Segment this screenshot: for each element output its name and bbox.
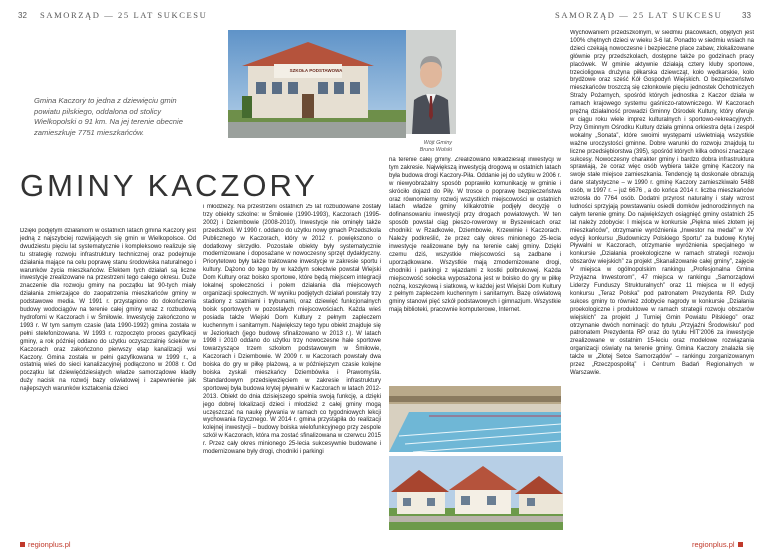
left-page-number: 32 (18, 11, 27, 20)
right-running-title: SAMORZĄD — 25 LAT SUKCESU (555, 10, 723, 20)
swimming-pool-image (389, 386, 561, 452)
building-sign: SZKOŁA PODSTAWOWA (289, 68, 343, 73)
school-building-image (228, 30, 406, 138)
text-column-3: na terenie całej gminy. Zrealizowano kilkadziesiąt inwestycji w tym zakresie. Największą inwestycją drogową w ostatnich latach była budowa drogi Kaczory-Piła. Oddanie jej do użytku w 2006 r. w niewyobrażalny sposób poprawiło komunikację w gminie i skróciło dojazd do Piły. W trosce o poprawę bezpieczeństwa oraz równomierny rozwój wszystkich miejscowości w ostatnich latach władze gminy kilkakrotnie podjęły decyzję o dofinansowaniu inwestycji przy drogach powiatowych. W ten sposób powstał ciąg pieszo-rowerowy w Byszewicach oraz chodniki: w Rzadkowie, Dziembowie, Krzewinie i Kaczorach. Należy podkreślić, że przez cały okres minionego 25-lecia inwestycje realizowane były na terenie całej gminy. Dzięki czemu dziś, wszystkie miejscowości są zadbane i uporządkowane. Wszystkie mają zmodernizowane drogi, chodniki i parkingi z wjazdami z kostki polbrukowej. Każda miejscowość sołecka wyposażona jest w boisko do gry w piłkę nożną, koszykową i siatkową, w każdej jest Wiejski Dom Kultury z pełnym zapleczem kuchennym i sanitarnym. Bazę oświatową gminy stanowi pięć szkół podstawowych i gimnazjum. Wszystkie mają biblioteki, pracownie komputerowe, Internet. (389, 157, 561, 314)
photo-caption-name: Bruno Wolski (419, 146, 452, 153)
left-running-title: SAMORZĄD — 25 LAT SUKCESU (40, 10, 208, 20)
footer-square-icon (738, 542, 743, 547)
text-column-4: Wychowaniem przedszkolnym, w siedmiu placówkach, objętych jest 100% chętnych dzieci w wieku 3-6 lat. Ponadto w siedmiu wsiach na dzieci czekają nowoczesne i bezpieczne place zabaw, zlokalizowane głównie przy przedszkolach, dostępne także po godzinach pracy placówek. W gminie aktywnie działają cztery kluby sportowe, trzecioligowa drużyna piłkarska dziewcząt, koło wędkarskie, koło brydżowe oraz sześć Kół Gospodyń Wiejskich. O bezpieczeństwo mieszkańców troszczą się członkowie pięciu jednostek Ochotniczych Straży Pożarnych, spośród których jednostka z Kaczor działa w ramach krajowego systemu gaśniczo-ratowniczego. W Kaczorach prężną działalność prowadzi Gminny Ośrodek Kultury, który oferuje w ciągu roku wiele imprez kulturalnych i sportowo-rekreacyjnych. Przy Gminnym Ośrodku Kultury działa gminna orkiestra dęta i zespół wokalny „Sonata”, które swoimi występami uświetniają wszystkie ważne uroczystości gminne. Dobre warunki do rozwoju znajdują tu liczne przedsiębiorstwa (395), spośród których kilka odnosi znaczące sukcesy. Nowoczesny charakter gminy i bardzo dobra infrastruktura sprawiają, że coraz więc osób wybiera także gminę Kaczory na swoje stałe miejsce zamieszkania. Tendencję tą doskonale obrazują dane statystyczne – w 1990 r. gminę Kaczory zamieszkiwało 5488 osób, w 1997 r. – już 6676 , a do końca 2014 r. liczba mieszkańców wzrosła do 7764 osób. Dodatni przyrost naturalny i stały wzrost ludności sprzyjają powstawaniu osiedli domków jednorodzinnych na całym terenie gminy. Do najwiękśzych osiągnięć gminy ostatnich 25 lat należy zdobycie: I miejsca w konkursie „Piękna wieś złotem jej mieszkańców”, otrzymanie wyróżnienia „Inwestor na medal” w XV edycji konkursu „Budowniczy Polskiego Sportu” za budowę Krytej Pływalni w Kaczorach, otrzymanie wyróżnienia specjalnego w konkursie „Działania proekologiczne w ramach strategii rozwoju obszarów wiejskich” za projekt „Skanalizowanie całej gminy”, zajęcie V miejsca w ogólnopolskim rankingu „Profesjonalna Gmina Przyjazna Inwestorom”, 47 miejsca w rankingu „Samorządowi Liderzy Funduszy Strukturalnych” oraz 11 miejsca w II edycji konkursu „Teraz Polska” pod patronatem Prezydenta RP. Duży sukces gminy to również zdobycie nagrody w konkursie „Działania proekologiczne i produktowe w ramach strategii rozwoju obszarów wiejskich” za projekt „I Turniej Gmin Powiatu Pilskiego” oraz otrzymanie dwóch nominacji: do tytułu „Przyjaźni Środowisku” pod patronatem Prezydenta RP oraz do tytułu HIT’2006 za inwestycje zrealizowane w ostatnim 15-leciu oraz modelowe rozwiązania organizacji oświaty na terenie gminy. Gmina Kaczory znalazła się także w „Złotej Setce Samorządów” – rankingu zorganizowanym przez „Rzeczpospolitą” i Centrum Badań Regionalnych w Warszawie. (570, 30, 754, 376)
footer-right-link[interactable]: regionplus.pl (692, 540, 735, 549)
footer-right (692, 540, 743, 549)
pool-photo (389, 386, 561, 452)
wojt-portrait (406, 30, 456, 134)
photo-caption (392, 140, 452, 153)
photo-caption-role: Wójt Gminy (423, 140, 452, 146)
houses-image (389, 456, 563, 530)
article-title: GMINY KACZORY (20, 168, 318, 203)
intro-text: Gmina Kaczory to jedna z dziewięciu gmin powiatu pilskiego, oddalona od stolicy Wielkopolski o 91 km. Na jej terenie obecnie zamieszkuje 7751 mieszkańców. (34, 96, 183, 137)
text-column-2: i młodzieży. Na przestrzeni ostatnich 25 lat rozbudowane zostały trzy obiekty szkolne: w Śmiłowie (1990-1993), Kaczorach (1995-2002) i Dziembowie (2008-2010). Inwestycje nie ominęły także przedszkoli. W 1990 r. oddano do użytku nowy gmach Przedszkola Publicznego w Kaczorach, który w 2012 r. powiększono o dodatkowy skrzydło. Pozostałe obiekty były systematycznie modernizowane i doposażane w nowoczesny sprzęt dydaktyczny. Priorytetowo były także traktowane inwestycje w zakresie sportu i kultury. Dążono do tego by w każdym sołectwie powstał Wiejski Dom Kultury oraz boisko sportowe, które będą miejscem integracji lokalnej społeczności i polem działania dla miejscowych organizacji społecznych. W wyniku podjętych działań powstały trzy stadiony z szatniami i trybunami, oraz dziewięć funkcjonalnych boisk sportowych w pozostałych miejscowościach. Każda wieś posiada także Wiejski Dom Kultury z pełnym zapleczem kuchennym i sanitarnym. Największy tego typu obiekt znajduje się w Jeziorkach (jego budowę sfinalizowano w 2013 r.). W latach 1998 i 2010 oddano do użytku trzy nowoczesne hale sportowe towarzyszące trzem szkołom podstawowym w Śmiłowie, Kaczorach i Dziembowie. W 2009 r. w Kaczorach powstały dwa boiska do gry w piłkę plażową, a w późniejszym czasie kolejne boiska zyskali mieszkańcy Dziembówka i Prawomyśla. Standardowym przedsięwzięciem w zakresie infrastruktury sportowej była budowa krytej pływalni w Kaczorach w latach 2012-2013. Obiekt do dnia dzisiejszego spełnia swoją funkcję, a dzięki jego dobrej lokalizacji dzieci i młodzież z całej gminy mogą uczęszczać na naukę pływania w ramach co tygodniowych lekcji wychowania fizycznego. W 2014 r. gmina przystąpiła do realizacji kolejnej inwestycji – budowy boiska wielofunkcyjnego przy zespole szkół w Kaczorach, która ma zostać sfinalizowana w czerwcu 2015 r. Przez cały okres minionego 25-lecia sukcesywnie budowane i modernizowane były drogi, chodniki i parkingi (203, 204, 381, 456)
footer-left-link[interactable]: regionplus.pl (28, 540, 71, 549)
right-page-number: 33 (742, 11, 751, 20)
text-column-1: Dzięki podjętym działaniom w ostatnich latach gmina Kaczory jest jedną z najszybciej rozwijających się gmin w Wielkopolsce. Od dwudziestu pięciu lat systematycznie i kompleksowo realizuje się tu strategię rozwoju infrastruktury technicznej oraz podejmuje działania mające na celu poprawę stanu środowiska naturalnego i warunków życia mieszkańców. Efektem tych działań są liczne inwestycje zrealizowane na przestrzeni tego całego okresu. Duże znaczenie dla rozwoju gminy na początku lat 90-tych miały działania zmierzające do zaopatrzenia mieszkańców gminy w podstawowe media. W 1991 r. przystąpiono do dokończenia budowy wodociągów na terenie całej gminy wraz z rozbudową hydroforni w Kaczorach i w Śmiłowie. Inwestycję zakończono w 1993 r. W tym samym czasie (lata 1990-1992) gmina została w pełni stelefonizowana. W 1993 r. rozpoczęto proces gazyfikacji gminy, a rok później oddano do użytku oczyszczalnię ścieków w Kaczorach oraz zakończono pierwszy etap kanalizacji wsi Kaczory. Gmina została w pełni gazyfikowana w 1999 r., a ostatnią wieś do sieci kanalizacyjnej podłączono w 2008 r. Od początku lat dziewięćdziesiątych władze samorządowe kładły duży nacisk na rozwój bazy oświatowej i zapewnienie jak najlepszych warunków kształcenia dzieci (20, 228, 196, 393)
footer-left (20, 540, 71, 549)
school-photo (228, 30, 406, 138)
houses-photo (389, 456, 563, 530)
person-portrait-image (406, 30, 456, 134)
footer-square-icon (20, 542, 25, 547)
